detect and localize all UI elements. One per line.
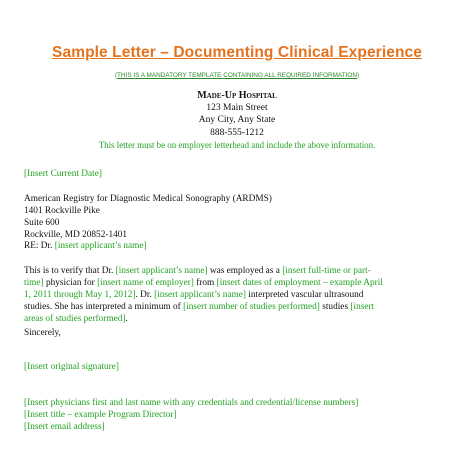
hospital-name: Made-Up Hospital	[197, 90, 277, 101]
hospital-street: 123 Main Street	[206, 103, 268, 114]
body-placeholder: [insert applicant’s name]	[115, 266, 208, 276]
letterhead-instruction: This letter must be on employer letterhead and include the above information.	[98, 139, 376, 150]
letterhead	[0, 90, 474, 151]
body-text: studies. She has interpreted a minimum of	[24, 301, 184, 312]
body-text: was employed as a	[207, 266, 283, 276]
re-applicant-placeholder: [insert applicant’s name]	[54, 241, 147, 251]
body-placeholder: areas of studies performed]	[24, 313, 126, 324]
hospital-phone: 888-555-1212	[210, 127, 264, 138]
body-line-3	[24, 290, 454, 302]
body-placeholder: [insert name of employer]	[97, 277, 194, 288]
body-text: interpreted vascular ultrasound	[245, 289, 364, 300]
re-line	[24, 241, 454, 253]
body-line-5	[24, 314, 454, 326]
credentials-email-line: [Insert email address]	[24, 421, 105, 432]
recipient-city: Rockville, MD 20852-1401	[24, 229, 128, 240]
letter-title: Sample Letter – Documenting Clinical Experience	[52, 44, 422, 61]
body-line-2	[24, 278, 454, 290]
mandatory-template-notice	[0, 72, 474, 79]
body-line-4	[24, 302, 454, 314]
notice-open-paren: (	[114, 72, 118, 79]
credentials-name-line: [Insert physicians first and last name with any credentials and credential/license numbers]	[24, 398, 359, 408]
signature-placeholder: [Insert original signature]	[24, 362, 120, 372]
hospital-city: Any City, Any State	[198, 115, 276, 126]
body-text: studies	[319, 301, 351, 312]
body-text: .	[125, 313, 128, 324]
body-placeholder: 1, 2011 through May 1, 2012]	[24, 289, 136, 300]
closing: Sincerely,	[24, 328, 61, 338]
body-placeholder: [insert applicant’s name]	[154, 289, 246, 300]
body-text: physician for	[43, 277, 98, 288]
recipient-street: 1401 Rockville Pike	[24, 205, 100, 216]
body-line-1	[24, 266, 454, 278]
notice-text: THIS IS A MANDATORY TEMPLATE CONTAINING ALL REQUIRED INFORMATION	[117, 72, 357, 79]
date-placeholder: [Insert Current Date]	[24, 169, 102, 179]
re-prefix: RE: Dr.	[24, 241, 55, 251]
body-text: This is to verify that Dr.	[24, 266, 116, 276]
body-text: . Dr.	[135, 289, 155, 300]
body-placeholder: [insert full-time or part-	[282, 266, 371, 276]
recipient-suite: Suite 600	[24, 217, 60, 228]
body-placeholder: [insert dates of employment – example April	[216, 277, 383, 288]
credentials-block	[24, 398, 454, 434]
body-paragraph	[24, 266, 454, 326]
recipient-org: American Registry for Diagnostic Medical Sonography (ARDMS)	[24, 194, 272, 204]
body-text: from	[193, 277, 217, 288]
body-placeholder: [insert	[350, 301, 375, 312]
body-placeholder: [insert number of studies performed]	[183, 301, 320, 312]
notice-close-paren: )	[356, 72, 360, 79]
body-placeholder: time]	[24, 277, 44, 288]
credentials-title-line: [Insert title – example Program Director]	[24, 409, 177, 420]
recipient-address	[24, 194, 454, 242]
